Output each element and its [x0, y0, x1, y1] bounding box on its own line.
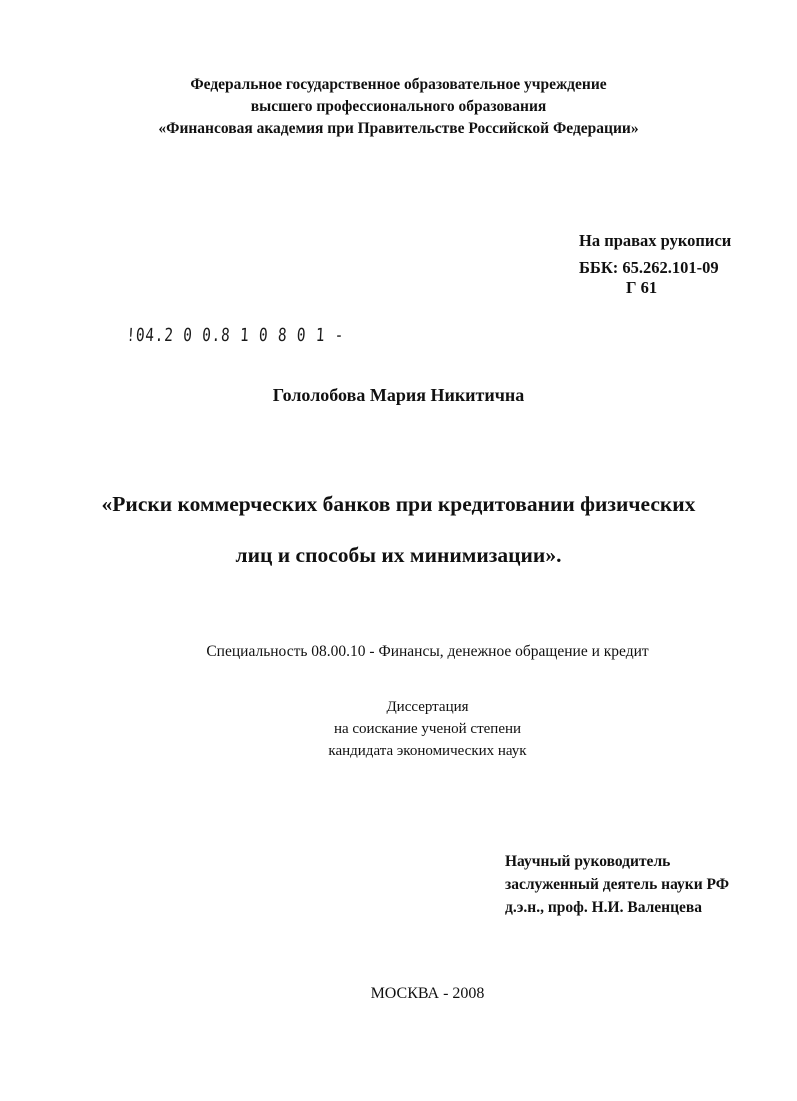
author-name: Гололобова Мария Никитична	[272, 385, 525, 405]
title-line-1: «Риски коммерческих банков при кредитовании физических	[101, 492, 696, 516]
bbk-code: ББК: 65.262.101-09	[579, 258, 719, 277]
library-stamp-number: !04.2 0 0.8 1 0 8 0 1 -	[125, 325, 345, 346]
title-line-2: лиц и способы их минимизации».	[235, 543, 562, 567]
specialty: Специальность 08.00.10 - Финансы, денежное обращение и кредит	[206, 643, 649, 660]
institution-line-1: Федеральное государственное образовательное учреждение	[190, 76, 607, 93]
supervisor-line-3: д.э.н., проф. Н.И. Валенцева	[505, 899, 703, 916]
dissertation-block	[0, 696, 797, 762]
supervisor-line-2: заслуженный деятель науки РФ	[505, 876, 730, 893]
author-mark-code: Г 61	[626, 278, 658, 297]
institution-line-2: высшего профессионального образования	[250, 98, 547, 115]
dissertation-line-2: на соискание ученой степени	[333, 721, 522, 737]
dissertation-line-1: Диссертация	[386, 699, 469, 715]
institution-line-3: «Финансовая академия при Правительстве Российской Федерации»	[158, 120, 639, 137]
city-year: МОСКВА - 2008	[370, 985, 485, 1002]
supervisor-block	[505, 850, 729, 919]
rights-label: На правах рукописи	[579, 231, 732, 250]
institution-header	[0, 74, 797, 140]
supervisor-line-1: Научный руководитель	[505, 853, 671, 870]
dissertation-line-3: кандидата экономических наук	[328, 743, 527, 759]
